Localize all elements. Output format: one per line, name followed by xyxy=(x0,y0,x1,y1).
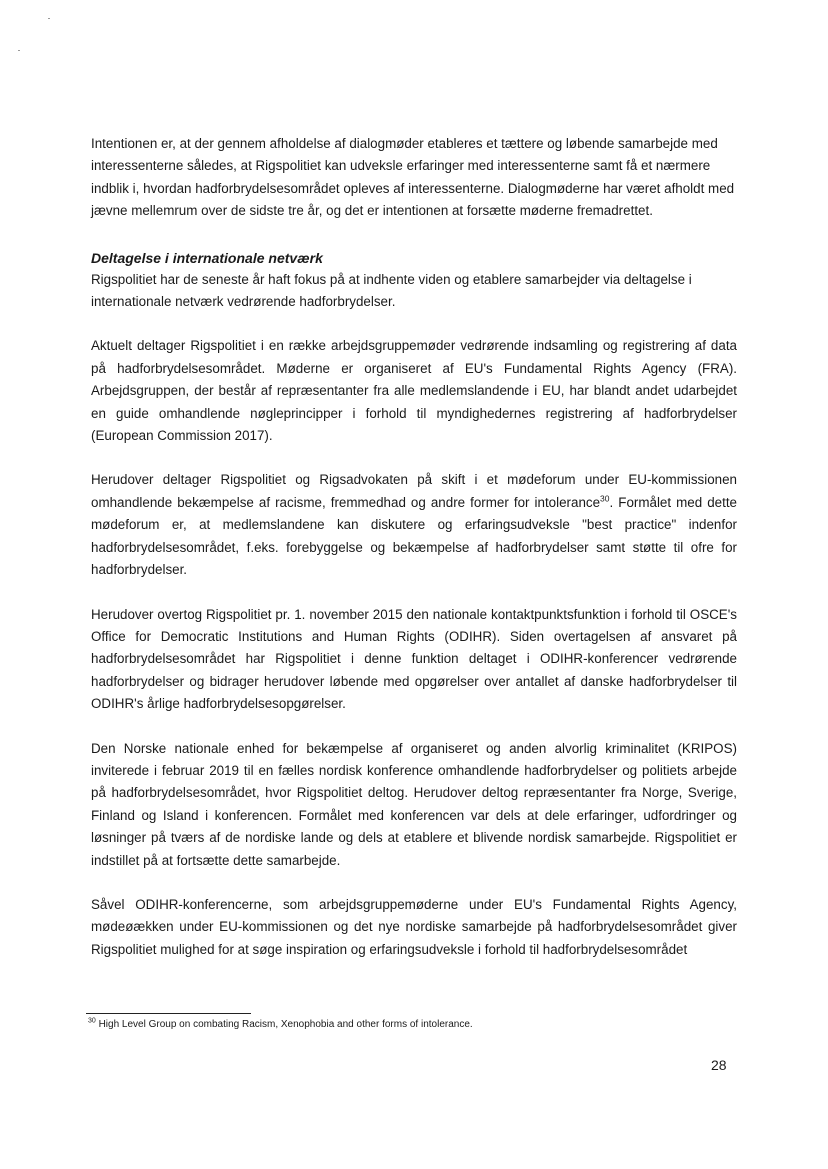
paragraph-networks-intro: Rigspolitiet har de seneste år haft fokus på at indhente viden og etablere samarbejder via deltagelse i internationale netværk vedrørende hadforbrydelser. xyxy=(91,271,692,310)
paragraph-eu-commission-forum xyxy=(91,469,737,581)
paragraph-kripos: Den Norske nationale enhed for bekæmpelse af organiseret og anden alvorlig kriminalitet (KRIPOS) inviterede i februar 2019 til en fælles nordisk konference omhandlende hadforbrydelser og politiets arbejde på hadforbrydelsesområdet, hvor Rigspolitiet deltog. Herudover deltog repræsentanter fra Norge, Sverige, Finland og Island i konferencen. Formålet med konferencen var dels at dele erfaringer, udfordringer og løsninger på tværs af de nordiske lande og dels at etablere et blivende nordisk samarbejde. Rigspolitiet er indstillet på at fortsætte dette samarbejde. xyxy=(91,740,737,868)
paragraph-dialogue-meetings: Intentionen er, at der gennem afholdelse af dialogmøder etableres et tættere og løbende samarbejde med interessenterne således, at Rigspolitiet kan udveksle erfaringer med interessenterne samt få et nærmere indblik i, hvordan hadforbrydelsesområdet opleves af interessenterne. Dialogmøderne har været afholdt med jævne mellemrum over de sidste tre år, og det er intentionen at forsætte møderne fremadrettet. xyxy=(91,136,735,219)
page-number: 28 xyxy=(711,1057,727,1073)
footnote-number: 30 xyxy=(88,1017,96,1025)
section-heading: Deltagelse i internationale netværk xyxy=(91,249,323,266)
paragraph-working-groups: Aktuelt deltager Rigspolitiet i en række arbejdsgruppemøder vedrørende indsamling og registrering af data på hadforbrydelsesområdet. Møderne er organiseret af EU's Fundamental Rights Agency (FRA). Arbejdsgruppen, der består af repræsentanter fra alle medlemslandende i EU, har blandt andet udarbejdet en guide omhandlende nøgleprincipper i forhold til myndighedernes registrering af hadforbrydelser (European Commission 2017). xyxy=(91,338,737,444)
footnote-reference[interactable]: 30 xyxy=(600,493,610,504)
footnote-text: High Level Group on combating Racism, Xenophobia and other forms of intolerance. xyxy=(98,1019,473,1030)
paragraph-summary: Såvel ODIHR-konferencerne, som arbejdsgruppemøderne under EU's Fundamental Rights Agency, mødeøækken under EU-kommissionen og det nye nordiske samarbejde på hadforbrydelsesområdet giver Rigspolitiet mulighed for at søge inspiration og erfaringsudveksle i forhold til hadforbrydelsesområdet xyxy=(91,896,737,957)
paragraph-text-before-ref: Herudover deltager Rigspolitiet og Rigsadvokaten på skift i et mødeforum under EU-kommissionen omhandlende bekæmpelse af racisme, fremmedhad og andre former for intolerance xyxy=(91,472,737,510)
page-body xyxy=(91,133,737,961)
footnote-divider xyxy=(86,1013,251,1014)
paragraph-text-after-ref: . Formålet med dette mødeforum er, at medlemslandene kan diskutere og erfaringsudveksle "best practice" indenfor hadforbrydelsesområdet, f.eks. forebyggelse og bekæmpelse af hadforbrydelser samt støtte til ofre for hadforbrydelser. xyxy=(91,494,738,578)
footnote xyxy=(88,1018,473,1032)
paragraph-odihr: Herudover overtog Rigspolitiet pr. 1. november 2015 den nationale kontaktpunktsfunktion i forhold til OSCE's Office for Democratic Institutions and Human Rights (ODIHR). Siden overtagelsen af ansvaret på hadforbrydelsesområdet har Rigspolitiet i denne funktion deltaget i ODIHR-konferencer vedrørende hadforbrydelser og bidrager herudover løbende med opgørelser over antallet af danske hadforbrydelser til ODIHR's årlige hadforbrydelsesopgørelser. xyxy=(91,606,737,712)
